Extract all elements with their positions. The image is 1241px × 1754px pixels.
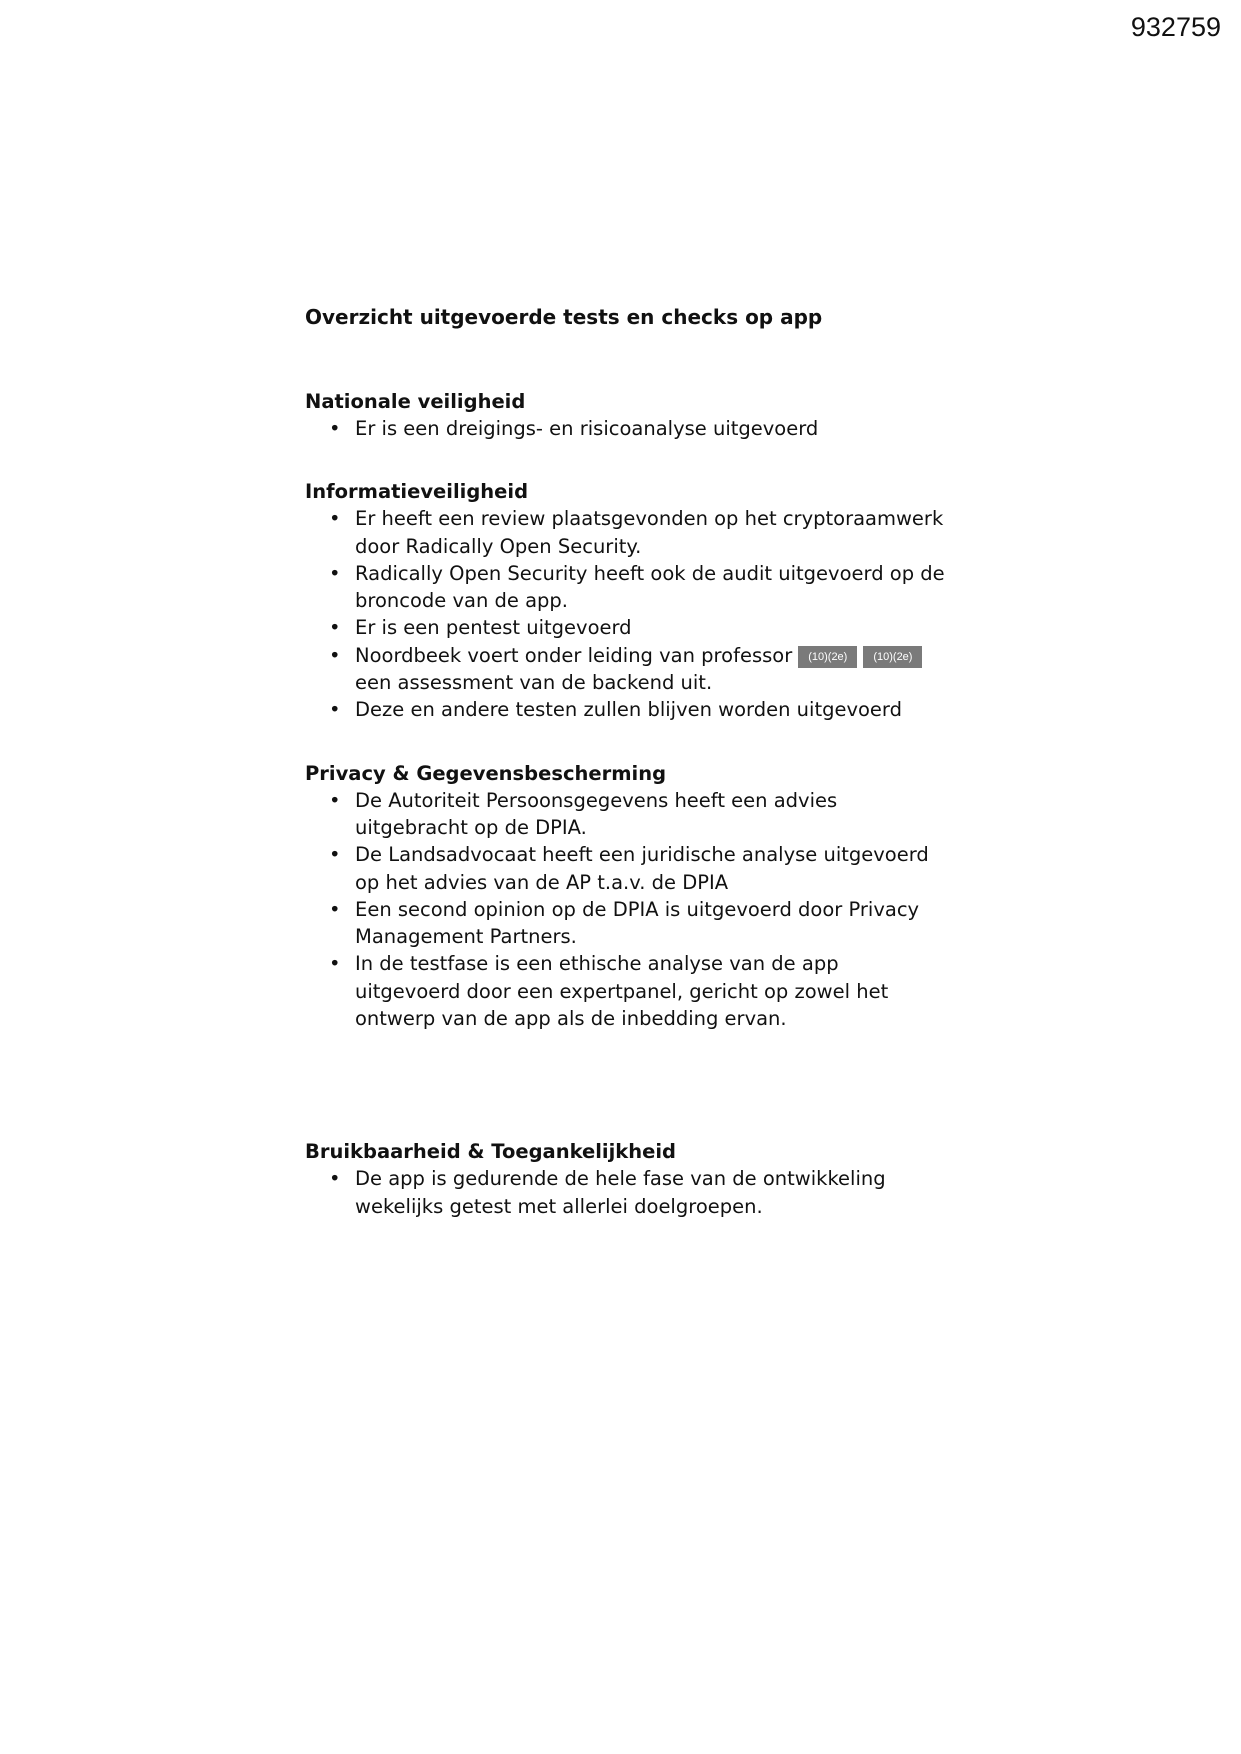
section-heading: Informatieveiligheid — [305, 480, 529, 504]
list-item: • Deze en andere testen zullen blijven worden uitgevoerd — [305, 696, 945, 723]
bullet-list — [305, 505, 945, 723]
section-heading: Privacy & Gegevensbescherming — [305, 761, 667, 785]
section-bruikbaarheid — [305, 1138, 945, 1220]
list-item — [305, 642, 945, 697]
section-heading: Bruikbaarheid & Toegankelijkheid — [305, 1140, 677, 1164]
document-title: Overzicht uitgevoerde tests en checks op app — [305, 305, 823, 329]
list-item: • De app is gedurende de hele fase van de ontwikkeling wekelijks getest met allerlei doelgroepen. — [305, 1165, 945, 1220]
section-heading: Nationale veiligheid — [305, 390, 526, 413]
list-item: • Radically Open Security heeft ook de audit uitgevoerd op de broncode van de app. — [305, 560, 945, 615]
section-privacy — [305, 760, 945, 1033]
document-page — [305, 300, 945, 1256]
list-item: • In de testfase is een ethische analyse van de app uitgevoerd door een expertpanel, gericht op zowel het ontwerp van de app als de inbedding ervan. — [305, 950, 945, 1032]
bullet-list — [305, 787, 945, 1033]
list-item-text: Noordbeek voert onder leiding van professor — [355, 643, 793, 667]
list-item: • Er is een dreigings- en risicoanalyse uitgevoerd — [305, 415, 945, 442]
section-nationale-veiligheid — [305, 388, 945, 442]
redaction-box: (10)(2e) — [798, 646, 857, 668]
list-item: • Er heeft een review plaatsgevonden op het cryptoraamwerk door Radically Open Security. — [305, 505, 945, 560]
redaction-box: (10)(2e) — [863, 646, 922, 668]
bullet-list — [305, 1165, 945, 1220]
document-id: 932759 — [1130, 12, 1221, 42]
list-item: • Een second opinion op de DPIA is uitgevoerd door Privacy Management Partners. — [305, 896, 945, 951]
list-item: • Er is een pentest uitgevoerd — [305, 614, 945, 641]
section-informatieveiligheid — [305, 478, 945, 723]
list-item-text-continuation: een assessment van de backend uit. — [355, 671, 713, 695]
list-item: • De Landsadvocaat heeft een juridische analyse uitgevoerd op het advies van de AP t.a.v. de DPIA — [305, 841, 945, 896]
list-item: • De Autoriteit Persoonsgegevens heeft een advies uitgebracht op de DPIA. — [305, 787, 945, 842]
bullet-list — [305, 415, 945, 442]
